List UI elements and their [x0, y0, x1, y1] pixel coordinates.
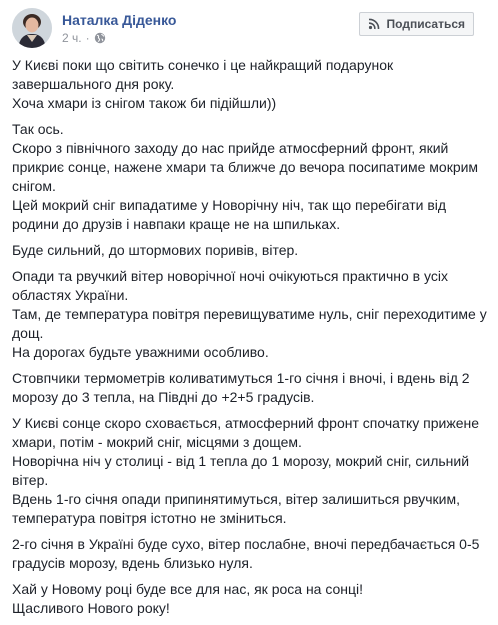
post-paragraph	[12, 414, 488, 528]
post-time[interactable]: 2 ч.	[62, 31, 82, 45]
post-paragraph	[12, 56, 488, 113]
post-line: 2-го січня в Україні буде сухо, вітер послабне, вночі передбачається 0-5 градусів морозу, вдень близько нуля.	[12, 536, 480, 571]
rss-icon	[368, 18, 382, 30]
follow-button[interactable]	[359, 12, 474, 36]
avatar-image	[12, 8, 52, 48]
post-paragraph	[12, 267, 488, 362]
post-paragraph	[12, 120, 488, 234]
post-paragraph	[12, 580, 488, 618]
post-line: Так ось.	[12, 121, 64, 137]
post-line: У Києві сонце скоро сховається, атмосферний фронт спочатку прижене хмари, потім - мокрий сніг, місцями з дощем.	[12, 415, 480, 450]
globe-icon[interactable]	[94, 32, 106, 44]
post-paragraph	[12, 535, 488, 573]
post-text	[12, 56, 488, 625]
follow-button-label: Подписаться	[386, 17, 465, 31]
post-line: Стовпчики термометрів коливатимуться 1-го січня і вночі, і вдень від 2 морозу до 3 тепла, на Півдні до +2+5 градусів.	[12, 370, 470, 405]
post-line: Вдень 1-го січня опади припинятимуться, вітер залишиться рвучким, температура повітря істотно не зміниться.	[12, 491, 460, 526]
author-name[interactable]: Наталка Діденко	[62, 12, 177, 28]
post-meta	[62, 31, 106, 45]
post-line: У Києві поки що світить сонечко і це найкращий подарунок завершального дня року.	[12, 57, 394, 92]
post-line: На дорогах будьте уважними особливо.	[12, 344, 269, 360]
avatar[interactable]	[12, 8, 52, 48]
post-line: Хоча хмари із снігом також би підійшли))	[12, 95, 277, 111]
post-line: Скоро з північного заходу до нас прийде атмосферний фронт, який прикриє сонце, нажене хмари та ближче до вечора посипатиме мокрим снігом.	[12, 140, 479, 194]
post-line: Там, де температура повітря перевищуватиме нуль, сніг переходитиме у дощ.	[12, 306, 487, 341]
post-line: Хай у Новому році буде все для нас, як роса на сонці!	[12, 581, 364, 597]
post-paragraph	[12, 369, 488, 407]
post-line: Опади та рвучкий вітер новорічної ночі очікуються практично в усіх областях України.	[12, 268, 448, 303]
post-line: Буде сильний, до штормових поривів, вітер.	[12, 242, 299, 258]
post-line: Новорічна ніч у столиці - від 1 тепла до 1 морозу, мокрий сніг, сильний вітер.	[12, 453, 470, 488]
post-header	[12, 8, 486, 52]
separator-dot: ·	[85, 31, 90, 45]
post-line: Цей мокрий сніг випадатиме у Новорічну ніч, так що перебігати від родини до друзів і навпаки краще не на шпильках.	[12, 197, 447, 232]
post-paragraph	[12, 241, 488, 260]
post-line: Щасливого Нового року!	[12, 600, 170, 616]
